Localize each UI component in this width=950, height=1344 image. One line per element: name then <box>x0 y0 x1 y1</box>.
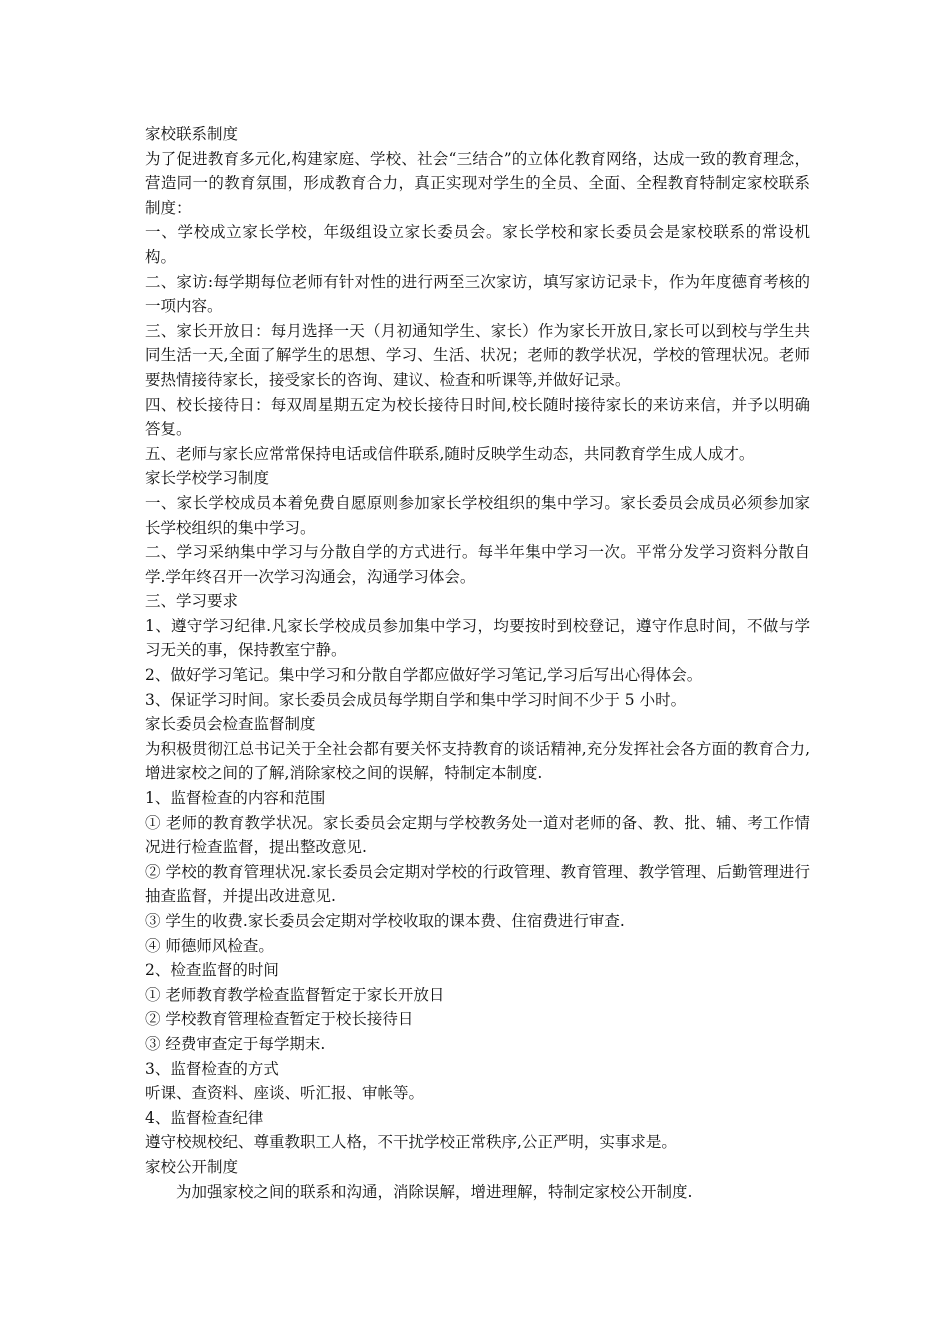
paragraph: ① 老师教育教学检查监督暂定于家长开放日 <box>145 985 445 1004</box>
paragraph: 1、遵守学习纪律.凡家长学校成员参加集中学习，均要按时到校登记，遵守作息时间，不做与学习无关的事，保持教室宁静。 <box>145 616 810 660</box>
paragraph: 4、监督检查纪律 <box>145 1108 264 1127</box>
paragraph: 为了促进教育多元化,构建家庭、学校、社会“三结合”的立体化教育网络，达成一致的教育理念，营造同一的教育氛围，形成教育合力，真正实现对学生的全员、全面、全程教育特制定家校联系制度： <box>145 149 810 217</box>
paragraph: 家长学校学习制度 <box>145 469 270 488</box>
document-body <box>145 122 810 1204</box>
paragraph: 1、监督检查的内容和范围 <box>145 789 326 808</box>
paragraph: 三、家长开放日：每月选择一天（月初通知学生、家长）作为家长开放日,家长可以到校与学生共同生活一天,全面了解学生的思想、学习、生活、状况；老师的教学状况，学校的管理状况。老师要热情接待家长，接受家长的咨询、建议、检查和听课等,并做好记录。 <box>145 321 810 389</box>
paragraph: 家校联系制度 <box>145 125 239 143</box>
paragraph: ② 学校的教育管理状况.家长委员会定期对学校的行政管理、教育管理、教学管理、后勤管理进行抽查监督，并提出改进意见. <box>145 862 810 906</box>
paragraph: 遵守校规校纪、尊重教职工人格，不干扰学校正常秩序,公正严明，实事求是。 <box>145 1133 677 1152</box>
paragraph: 家长委员会检查监督制度 <box>145 715 316 734</box>
paragraph: 一、家长学校成员本着免费自愿原则参加家长学校组织的集中学习。家长委员会成员必须参加家长学校组织的集中学习。 <box>145 493 810 537</box>
paragraph: 3、监督检查的方式 <box>145 1059 279 1078</box>
paragraph: ③ 学生的收费.家长委员会定期对学校收取的课本费、住宿费进行审查. <box>145 912 625 930</box>
paragraph: ④ 师德师风检查。 <box>145 936 274 955</box>
paragraph: 为积极贯彻江总书记关于全社会都有要关怀支持教育的谈话精神,充分发挥社会各方面的教育合力,增进家校之间的了解,消除家校之间的误解，特制定本制度. <box>145 739 810 783</box>
paragraph: 一、学校成立家长学校，年级组设立家长委员会。家长学校和家长委员会是家校联系的常设机构。 <box>145 223 810 266</box>
paragraph: 为加强家校之间的联系和沟通，消除误解，增进理解，特制定家校公开制度. <box>176 1182 693 1201</box>
paragraph: ① 老师的教育教学状况。家长委员会定期与学校教务处一道对老师的备、教、批、辅、考工作情况进行检查监督，提出整改意见. <box>145 813 810 857</box>
paragraph: 二、家访:每学期每位老师有针对性的进行两至三次家访，填写家访记录卡，作为年度德育考核的一项内容。 <box>145 272 810 316</box>
paragraph: ② 学校教育管理检查暂定于校长接待日 <box>145 1010 414 1029</box>
paragraph: ③ 经费审查定于每学期末. <box>145 1034 326 1053</box>
paragraph: 听课、查资料、座谈、听汇报、审帐等。 <box>145 1084 425 1103</box>
paragraph: 2、检查监督的时间 <box>145 961 279 980</box>
paragraph: 三、学习要求 <box>145 592 239 611</box>
paragraph: 家校公开制度 <box>145 1157 239 1176</box>
paragraph: 四、校长接待日：每双周星期五定为校长接待日时间,校长随时接待家长的来访来信，并予以明确答复。 <box>145 395 810 439</box>
paragraph: 五、老师与家长应常常保持电话或信件联系,随时反映学生动态，共同教育学生成人成才。 <box>145 444 755 463</box>
paragraph: 二、学习采纳集中学习与分散自学的方式进行。每半年集中学习一次。平常分发学习资料分散自学.学年终召开一次学习沟通会，沟通学习体会。 <box>145 543 810 586</box>
paragraph: 2、做好学习笔记。集中学习和分散自学都应做好学习笔记,学习后写出心得体会。 <box>145 666 703 685</box>
paragraph: 3、保证学习时间。家长委员会成员每学期自学和集中学习时间不少于 5 小时。 <box>145 690 687 709</box>
